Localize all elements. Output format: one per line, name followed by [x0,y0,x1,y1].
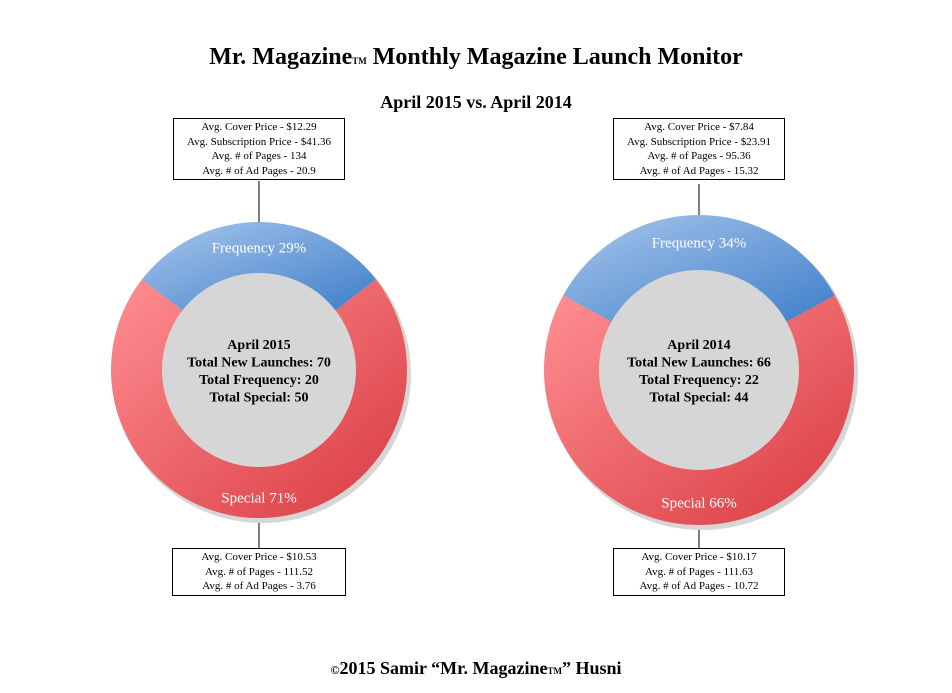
center-label-line: Total New Launches: 70 [187,355,331,371]
center-label-line: Total Special: 50 [209,390,309,406]
copyright-symbol: © [330,663,340,677]
stat-line: Avg. # of Pages - 111.52 [204,565,314,578]
slice-label-special: Special 71% [221,490,297,507]
title-post: Monthly Magazine Launch Monitor [366,44,743,70]
stat-line: Avg. # of Pages - 134 [211,150,307,162]
stat-line: Avg. # of Pages - 95.36 [647,150,751,162]
center-label-line: April 2014 [667,337,731,353]
footer-pre: 2015 Samir “Mr. Magazine [339,658,548,678]
copyright-footer [0,658,952,679]
stats-box-2015-frequency [173,118,345,180]
center-label-line: Total Frequency: 22 [639,372,759,388]
stats-box-2014-frequency [613,118,785,180]
chart-subtitle: April 2015 vs. April 2014 [380,92,572,112]
title-pre: Mr. Magazine [209,44,353,70]
stats-box-2014-special [613,548,785,596]
center-label-line: April 2015 [227,337,291,353]
donut-chart-1 [544,184,858,548]
stat-line: Avg. # of Ad Pages - 10.72 [639,580,759,592]
donut-chart-0 [111,181,411,548]
stat-line: Avg. # of Ad Pages - 15.32 [639,164,759,177]
footer-tm: TM [547,666,562,676]
stat-line: Avg. # of Ad Pages - 3.76 [202,580,316,592]
stat-line: Avg. Cover Price - $10.53 [201,551,317,563]
center-label-line: Total New Launches: 66 [627,355,771,371]
slice-label-frequency: Frequency 29% [211,240,307,257]
stat-line: Avg. # of Pages - 111.63 [644,565,754,578]
stat-line: Avg. Cover Price - $7.84 [644,121,754,133]
center-label-line: Total Special: 44 [649,390,749,406]
slice-label-frequency: Frequency 34% [651,235,747,252]
stat-line: Avg. # of Ad Pages - 20.9 [202,164,316,177]
stat-line: Avg. Cover Price - $10.17 [641,551,757,563]
stat-line: Avg. Cover Price - $12.29 [201,121,317,133]
title-tm: TM [352,56,367,66]
center-label-line: Total Frequency: 20 [199,372,319,388]
stat-line: Avg. Subscription Price - $41.36 [186,135,331,148]
footer-post: ” Husni [561,658,622,678]
stats-box-2015-special [172,548,346,596]
slice-label-special: Special 66% [661,495,737,512]
stat-line: Avg. Subscription Price - $23.91 [626,135,771,148]
